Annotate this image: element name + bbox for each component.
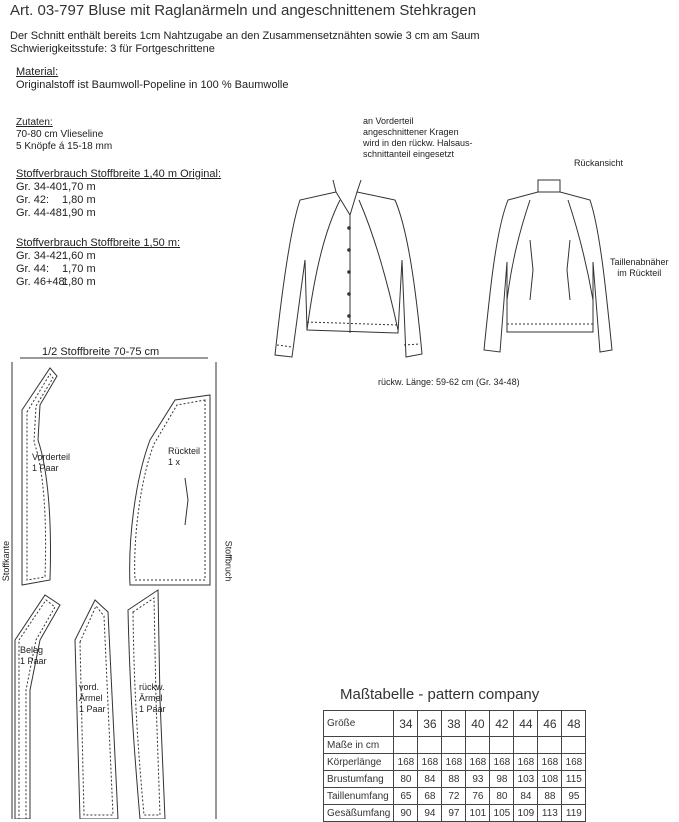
size-cell: 48 (562, 711, 586, 737)
zutaten-item: 5 Knöpfe á 15-18 mm (16, 141, 113, 152)
consumption-amount: 1,60 m (62, 250, 96, 262)
table-cell: 93 (466, 771, 490, 788)
facing-piece-shape (15, 595, 60, 819)
consumption-140-heading: Stoffverbrauch Stoffbreite 1,40 m Original: (16, 168, 222, 180)
row-label: Taillenumfang (324, 788, 394, 805)
table-cell: 109 (514, 805, 538, 822)
front-piece-label (32, 452, 70, 474)
page-title: Art. 03-797 Bluse mit Raglanärmeln und angeschnittenem Stehkragen (10, 2, 477, 19)
piece-qty: 1 Paar (139, 704, 166, 714)
consumption-size: Gr. 44-48: (16, 207, 65, 219)
row-label: Brustumfang (324, 771, 394, 788)
consumption-size: Gr. 42: (16, 194, 50, 206)
table-row (324, 771, 586, 788)
table-row (324, 788, 586, 805)
intro-line-2: Schwierigkeitsstufe: 3 für Fortgeschrittene (10, 43, 215, 55)
table-cell: 76 (466, 788, 490, 805)
table-cell: 80 (490, 788, 514, 805)
table-cell: 168 (442, 754, 466, 771)
table-cell: 168 (466, 754, 490, 771)
piece-name: Ärmel (139, 693, 163, 703)
consumption-size: Gr. 44: (16, 263, 50, 275)
piece-qty: 1 Paar (20, 656, 47, 666)
size-table (323, 710, 586, 822)
row-label: Körperlänge (324, 754, 394, 771)
consumption-amount: 1,70 m (62, 263, 96, 275)
consumption-size: Gr. 46+48: (16, 276, 68, 288)
consumption-size: Gr. 34-42: (16, 250, 65, 262)
table-cell: 119 (562, 805, 586, 822)
table-cell: 98 (490, 771, 514, 788)
size-cell: 34 (394, 711, 418, 737)
table-cell: 90 (394, 805, 418, 822)
table-cell: 168 (514, 754, 538, 771)
size-header-row (324, 711, 586, 737)
length-note: rückw. Länge: 59-62 cm (Gr. 34-48) (378, 377, 520, 387)
facing-piece-label (20, 645, 47, 667)
intro-line-1: Der Schnitt enthält bereits 1cm Nahtzugabe an den Zusammensetznähten sowie 3 cm am Saum (10, 30, 480, 42)
piece-name: Beleg (20, 645, 44, 655)
table-cell: 168 (538, 754, 562, 771)
size-cell: 44 (514, 711, 538, 737)
table-cell: 113 (538, 805, 562, 822)
material-text: Originalstoff ist Baumwoll-Popeline in 100 % Baumwolle (16, 79, 289, 91)
consumption-amount: 1,90 m (62, 207, 96, 219)
consumption-amount: 1,80 m (62, 194, 96, 206)
piece-qty: 1 Paar (32, 463, 59, 473)
front-sleeve-label (79, 682, 106, 715)
back-view-illustration (484, 180, 612, 352)
front-piece-shape (22, 368, 57, 585)
table-cell: 94 (418, 805, 442, 822)
consumption-amount: 1,80 m (62, 276, 96, 288)
piece-name: Rückteil (168, 446, 201, 456)
table-cell: 95 (562, 788, 586, 805)
size-cell: 42 (490, 711, 514, 737)
front-note-line: angeschnittener Kragen (363, 127, 459, 137)
table-cell: 84 (514, 788, 538, 805)
consumption-150-heading: Stoffverbrauch Stoffbreite 1,50 m: (16, 237, 181, 249)
piece-name: rückw. (139, 682, 165, 692)
dart-note-line: im Rückteil (617, 268, 662, 278)
table-cell: 168 (562, 754, 586, 771)
piece-name: Vorderteil (32, 452, 71, 462)
row-label: Gesäßumfang (324, 805, 394, 822)
table-cell: 168 (418, 754, 442, 771)
table-cell: 108 (538, 771, 562, 788)
zutaten-item: 70-80 cm Vlieseline (16, 129, 104, 140)
selvedge-label: Stoffkante (1, 540, 12, 582)
front-note-line: an Vorderteil (363, 116, 414, 126)
table-row (324, 754, 586, 771)
table-cell: 103 (514, 771, 538, 788)
size-cell: 46 (538, 711, 562, 737)
back-sleeve-label (139, 682, 166, 715)
piece-qty: 1 Paar (79, 704, 106, 714)
back-piece-shape (130, 395, 210, 585)
consumption-amount: 1,70 m (62, 181, 96, 193)
back-piece-label (168, 446, 200, 468)
table-cell: 97 (442, 805, 466, 822)
size-cell: 40 (466, 711, 490, 737)
table-cell: 101 (466, 805, 490, 822)
size-cell: 36 (418, 711, 442, 737)
piece-name: vord. (79, 682, 100, 692)
piece-qty: 1 x (168, 457, 181, 467)
section-row (324, 737, 586, 754)
section-label: Maße in cm (324, 737, 394, 754)
size-header-label: Größe (324, 711, 394, 737)
table-cell: 68 (418, 788, 442, 805)
back-view-label: Rückansicht (574, 158, 624, 168)
material-heading: Material: (16, 66, 59, 78)
front-view-illustration (275, 180, 422, 357)
piece-name: Ärmel (79, 693, 103, 703)
table-cell: 168 (490, 754, 514, 771)
table-cell: 80 (394, 771, 418, 788)
table-cell: 115 (562, 771, 586, 788)
table-cell: 88 (538, 788, 562, 805)
dart-note-line: Taillenabnäher (610, 257, 669, 267)
size-table-title: Maßtabelle - pattern company (340, 686, 540, 703)
consumption-size: Gr. 34-40: (16, 181, 65, 193)
table-cell: 72 (442, 788, 466, 805)
table-cell: 65 (394, 788, 418, 805)
size-cell: 38 (442, 711, 466, 737)
table-cell: 84 (418, 771, 442, 788)
table-cell: 88 (442, 771, 466, 788)
cutting-layout-frame (12, 358, 216, 819)
front-note-line: wird in den rückw. Halsaus- (363, 138, 473, 148)
table-cell: 105 (490, 805, 514, 822)
table-cell: 168 (394, 754, 418, 771)
layout-width-label: 1/2 Stoffbreite 70-75 cm (42, 346, 160, 358)
front-note-line: schnittanteil eingesetzt (363, 149, 455, 159)
fold-label: Stoffbruch (223, 540, 234, 582)
zutaten-heading: Zutaten: (16, 117, 53, 128)
